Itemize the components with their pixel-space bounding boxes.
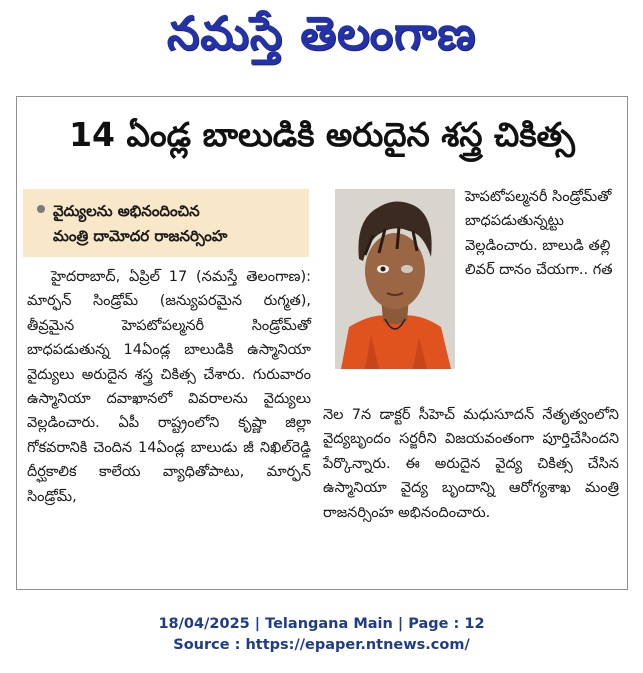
article-body-bottom: నెల 7న డాక్టర్ సీహెచ్ మధుసూదన్ నేతృత్వంలోని వైద్యబృందం సర్జరీని విజయవంతంగా పూర్తిచేసిందని పేర్కొన్నారు. ఈ అరుదైన వైద్య చికిత్స చేసిన ఉస్మానియా వైద్య బృందాన్ని ఆరోగ్యశాఖ మంత్రి రాజనర్సింహ అభినందించారు. <box>323 407 619 521</box>
newspaper-logo: నమస్తే తెలంగాణ <box>166 6 477 60</box>
subheading-line-1: వైద్యులను అభినందించిన <box>53 202 200 220</box>
masthead <box>0 0 643 78</box>
subheading-line-2: మంత్రి దామోదర రాజనర్సింహ <box>53 227 228 245</box>
clipping-footer <box>0 614 643 656</box>
footer-source-link[interactable]: Source : https://epaper.ntnews.com/ <box>173 637 470 653</box>
bullet-icon <box>37 205 45 213</box>
news-clipping <box>16 96 628 590</box>
subheading-box <box>23 189 309 257</box>
article-body-left: హైదరాబాద్, ఏప్రిల్ 17 (నమస్తే తెలంగాణ): మార్ఫన్ సిండ్రోమ్ (జన్యుపరమైన రుగ్మత), తీవ్రమైన హెపటోపల్మనరీ సిండ్రోమ్‌తో బాధపడుతున్న 14ఏండ్ల బాలుడికి ఉస్మానియా వైద్యులు అరుదైన శస్త్ర చికిత్స చేశారు. గురువారం ఉస్మానియా దవాఖానలో వివరాలను వైద్యులు వెల్లడించారు. ఏపీ రాష్ట్రంలోని కృష్ణా జిల్లా గోకవరానికి చెందిన 14ఏండ్ల బాలుడు జీ నిఖిల్‌రెడ్డి దీర్ఘకాలిక కాలేయ వ్యాధితోపాటు, మార్ఫన్ సిండ్రోమ్, <box>27 269 311 505</box>
boy-photo <box>335 189 455 369</box>
article-headline: 14 ఏండ్ల బాలుడికి అరుదైన శస్త్ర చికిత్స <box>69 115 575 154</box>
article-body-right: హెపటోపల్మనరీ సిండ్రోమ్‌తో బాధపడుతున్నట్టు వెల్లడించారు. బాలుడి తల్లి లివర్ దానం చేయగా.. గత <box>465 189 613 279</box>
boy-portrait-illustration <box>335 189 455 369</box>
footer-date-edition: 18/04/2025 | Telangana Main | Page : 12 <box>158 616 485 632</box>
